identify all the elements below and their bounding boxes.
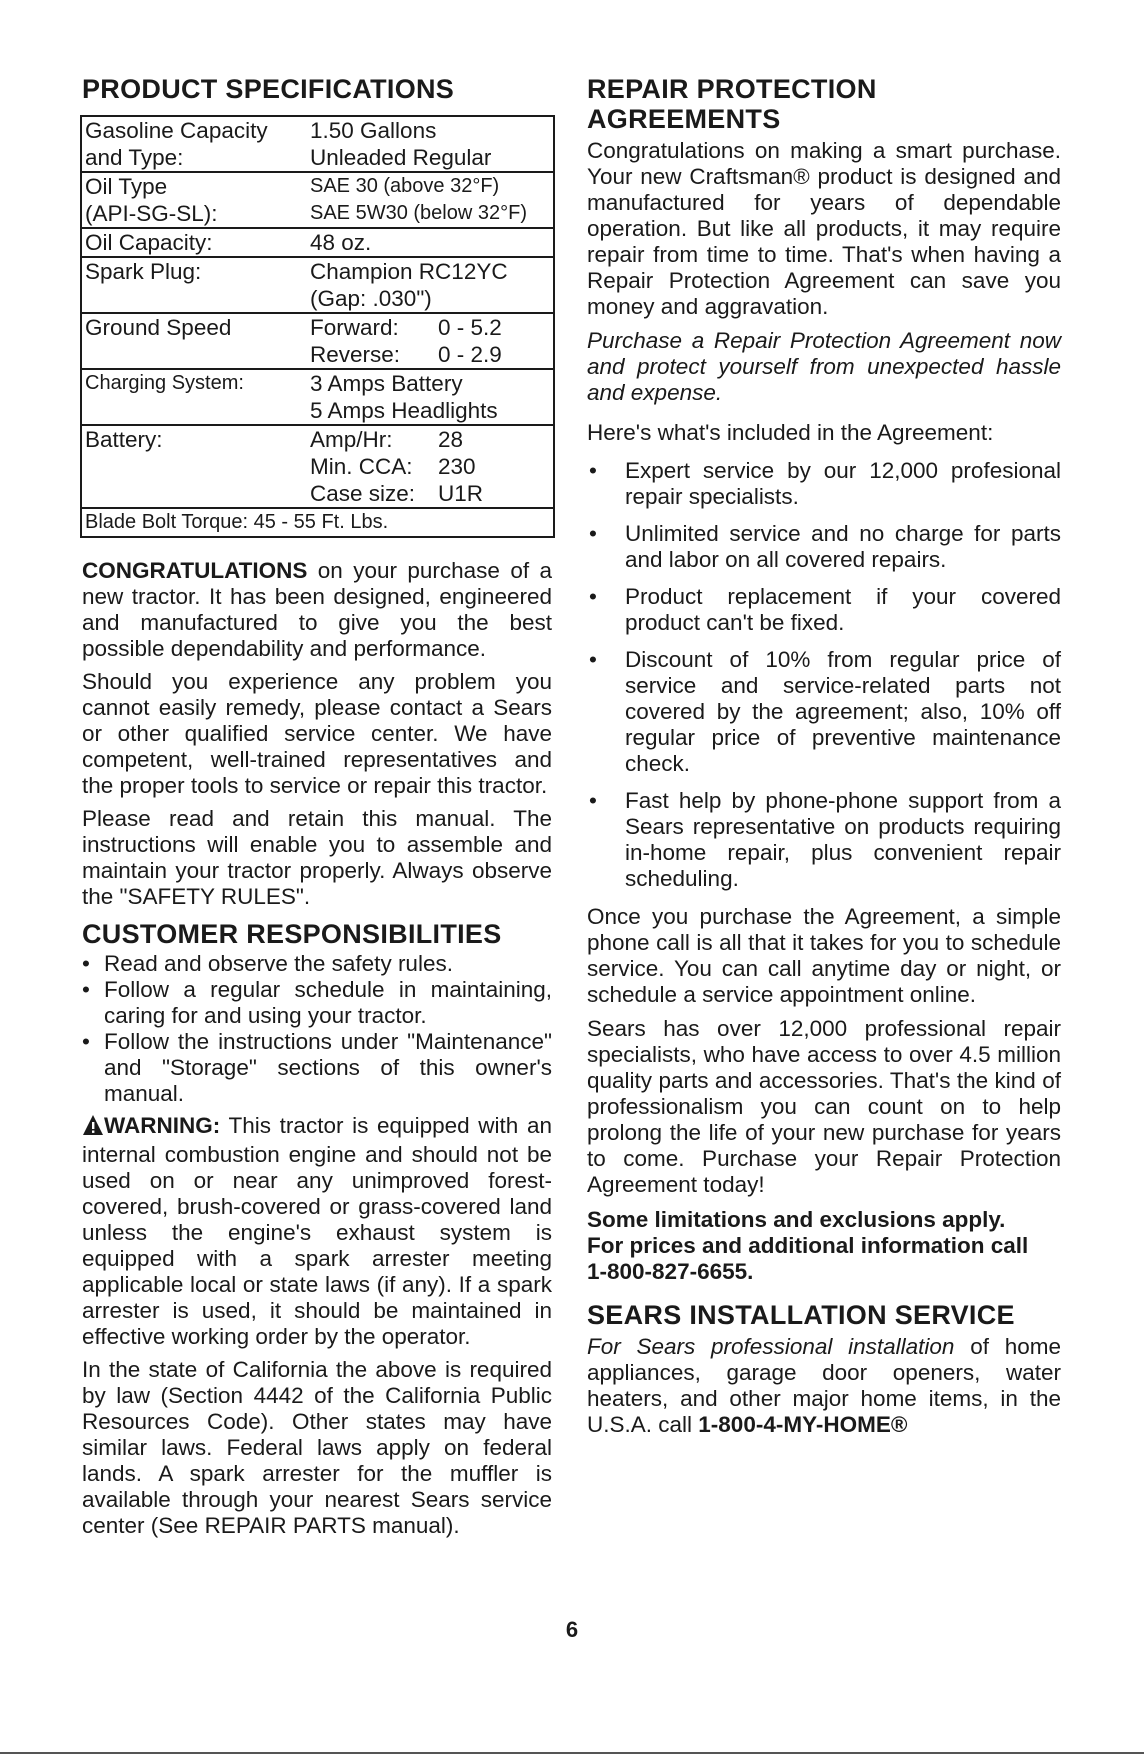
- list-item-text: Product replacement if your covered product can't be fixed.: [625, 584, 1061, 635]
- left-column: [82, 74, 552, 1539]
- spec-label: Oil Capacity:: [85, 230, 213, 255]
- spec-value: 5 Amps Headlights: [310, 398, 498, 423]
- schedule-paragraph: Once you purchase the Agreement, a simple phone call is all that it takes for you to schedule service. You can call anytime day or night, or schedule a service appointment online.: [587, 904, 1061, 1007]
- bullet-icon: •: [589, 584, 597, 609]
- limitations-line: For prices and additional information call: [587, 1233, 1029, 1258]
- responsibilities-list: [82, 951, 552, 1107]
- bullet-icon: •: [82, 1029, 90, 1054]
- included-intro: Here's what's included in the Agreement:: [587, 420, 994, 445]
- congratulations-lead: CONGRATULATIONS: [82, 558, 308, 583]
- page-number: 6: [565, 1617, 579, 1642]
- warning-text: This tractor is equipped with an internal combustion engine and should not be used on or near any unimproved forest-covered, brush-covered or grass-covered land unless the engine's exhaust system is equipped with a spark arrester meeting applicable local or state laws (if any). If a spark arrester is used, it should be maintained in effective working order by the operator.: [82, 1113, 552, 1349]
- limitations-line: Some limitations and exclusions apply.: [587, 1207, 1006, 1232]
- spec-value: 1.50 Gallons: [310, 118, 437, 143]
- list-item-text: Fast help by phone-phone support from a Sears representative on products requiring in-home repair, plus convenient repair scheduling.: [625, 788, 1061, 891]
- warning-paragraph: [82, 1113, 552, 1350]
- spec-value: Unleaded Regular: [310, 145, 492, 170]
- repair-protection-heading: [587, 74, 1061, 134]
- spec-value: SAE 5W30 (below 32°F): [310, 202, 527, 224]
- phone-number: 1-800-827-6655.: [587, 1259, 754, 1284]
- spec-row-oil-capacity: [81, 228, 554, 257]
- installation-service-heading: SEARS INSTALLATION SERVICE: [587, 1300, 1015, 1330]
- spec-key: Reverse:: [310, 342, 401, 367]
- list-item: [587, 647, 1061, 777]
- bullet-icon: •: [589, 521, 597, 546]
- spec-label: and Type:: [85, 145, 184, 170]
- spec-value: 0 - 5.2: [438, 315, 502, 340]
- spec-row-oil-type: [81, 172, 554, 228]
- manual-paragraph: Please read and retain this manual. The instructions will enable you to assemble and maintain your tractor properly. Always observe the "SAFETY RULES".: [82, 806, 552, 909]
- specifications-table: [80, 115, 555, 538]
- list-item: [587, 458, 1061, 510]
- bottom-divider: [0, 1752, 1144, 1754]
- california-paragraph: In the state of California the above is required by law (Section 4442 of the California Public Resources Code). Other states may have similar laws. Federal laws apply on federal lands. A spark arrester for the muffler is available through your nearest Sears service center (See REPAIR PARTS manual).: [82, 1357, 552, 1538]
- spec-row-battery: [81, 425, 554, 508]
- spec-label: Spark Plug:: [85, 259, 202, 284]
- bullet-icon: •: [589, 458, 597, 483]
- battery-case: [310, 480, 553, 507]
- spec-row-charging: [81, 369, 554, 425]
- list-item-text: Unlimited service and no charge for parts and labor on all covered repairs.: [625, 521, 1061, 572]
- service-paragraph: Should you experience any problem you cannot easily remedy, please contact a Sears or other qualified service center. We have competent, well-trained representatives and the proper tools to service or repair this tractor.: [82, 669, 552, 798]
- spec-value: SAE 30 (above 32°F): [310, 175, 500, 197]
- list-item-text: Read and observe the safety rules.: [104, 951, 453, 976]
- repair-intro-paragraph: Congratulations on making a smart purchase. Your new Craftsman® product is designed and manufactured for years of dependable operation. But like all products, it may require repair from time to time. That's when having a Repair Protection Agreement can save you money and aggravation.: [587, 138, 1061, 319]
- bullet-icon: •: [589, 788, 597, 813]
- spec-row-blade-torque: [81, 508, 554, 537]
- right-column: [587, 74, 1061, 1438]
- spec-value: 230: [438, 454, 476, 479]
- battery-amp: [310, 426, 553, 453]
- installation-italic: For Sears professional installation: [587, 1334, 955, 1359]
- warning-triangle-icon: [82, 1114, 104, 1142]
- spec-label: Oil Type: [85, 174, 168, 199]
- bullet-icon: •: [589, 647, 597, 672]
- installation-paragraph: [587, 1334, 1061, 1438]
- warning-lead: WARNING:: [104, 1113, 221, 1138]
- spec-value: 48 oz.: [310, 230, 372, 255]
- spec-label: (API-SG-SL):: [85, 201, 218, 226]
- spec-value: 3 Amps Battery: [310, 371, 463, 396]
- spec-label: Charging System:: [85, 372, 244, 394]
- speed-reverse: [310, 341, 553, 368]
- spec-key: Case size:: [310, 481, 416, 506]
- heading-line: REPAIR PROTECTION: [587, 74, 877, 104]
- list-item-text: Follow the instructions under "Maintenance" and "Storage" sections of this owner's manual.: [104, 1029, 552, 1106]
- spec-value: U1R: [438, 481, 484, 506]
- limitations-paragraph: [587, 1207, 1061, 1285]
- list-item: [82, 951, 552, 977]
- agreement-benefits-list: [587, 458, 1061, 892]
- repair-italic-paragraph: Purchase a Repair Protection Agreement now and protect yourself from unexpected hassle and expense.: [587, 328, 1061, 405]
- spec-label: Gasoline Capacity: [85, 118, 268, 143]
- list-item-text: Discount of 10% from regular price of service and service-related parts not covered by the agreement; also, 10% off regular price of preventive maintenance check.: [625, 647, 1061, 776]
- speed-forward: [310, 314, 553, 341]
- spec-label: Battery:: [85, 427, 163, 452]
- list-item: [587, 521, 1061, 573]
- congratulations-text: on your purchase of a new tractor. It has been designed, engineered and manufactured to give you the best possible dependability and performance.: [82, 558, 552, 661]
- congratulations-paragraph: [82, 558, 552, 662]
- spec-key: Min. CCA:: [310, 454, 413, 479]
- spec-row-gasoline: [81, 116, 554, 172]
- spec-value: (Gap: .030"): [310, 286, 432, 311]
- spec-value: 28: [438, 427, 464, 452]
- sears-specialists-paragraph: Sears has over 12,000 professional repair specialists, who have access to over 4.5 million quality parts and accessories. That's the kind of professionalism you can count on to help prolong the life of your new purchase for years to come. Purchase your Repair Protection Agreement today!: [587, 1016, 1061, 1197]
- spec-row-spark-plug: [81, 257, 554, 313]
- spec-label: Ground Speed: [85, 315, 232, 340]
- spec-value: Champion RC12YC: [310, 259, 508, 284]
- installation-text: of home appliances, garage door openers, water heaters, and other major home items, in the U.S.A. call: [587, 1334, 1061, 1437]
- list-item: [587, 584, 1061, 636]
- list-item: [82, 977, 552, 1029]
- spec-value: 0 - 2.9: [438, 342, 502, 367]
- list-item: [82, 1029, 552, 1107]
- spec-row-ground-speed: [81, 313, 554, 369]
- bullet-icon: •: [82, 951, 90, 976]
- list-item: [587, 788, 1061, 892]
- product-specifications-heading: PRODUCT SPECIFICATIONS: [82, 74, 455, 104]
- spec-key: Amp/Hr:: [310, 427, 393, 452]
- list-item-text: Follow a regular schedule in maintaining, caring for and using your tractor.: [104, 977, 552, 1028]
- battery-cca: [310, 453, 553, 480]
- list-item-text: Expert service by our 12,000 profesional repair specialists.: [625, 458, 1061, 509]
- phone-number: 1-800-4-MY-HOME®: [698, 1412, 908, 1437]
- customer-responsibilities-heading: CUSTOMER RESPONSIBILITIES: [82, 919, 502, 949]
- spec-label: Blade Bolt Torque: 45 - 55 Ft. Lbs.: [85, 511, 389, 533]
- heading-line: AGREEMENTS: [587, 104, 781, 134]
- spec-key: Forward:: [310, 315, 399, 340]
- bullet-icon: •: [82, 977, 90, 1002]
